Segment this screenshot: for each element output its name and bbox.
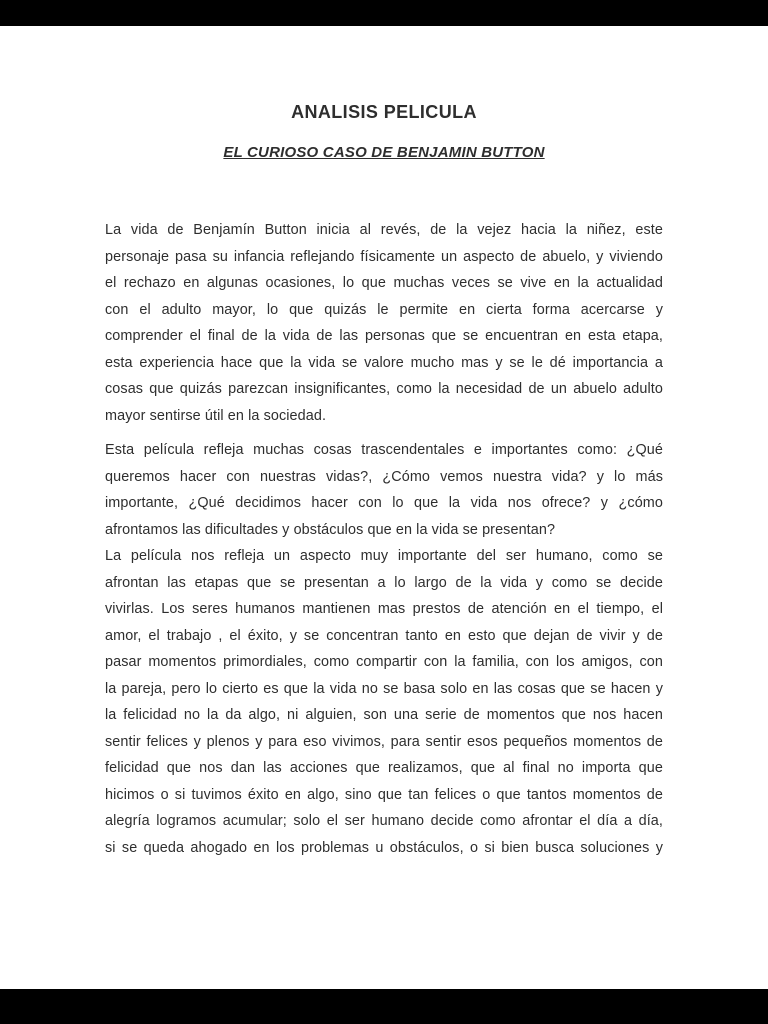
document-page (0, 26, 768, 989)
text-line: con el adulto mayor, lo que quizás le permite en cierta forma acercarse y (105, 301, 663, 318)
text-line: mayor sentirse útil en la sociedad. (105, 407, 327, 424)
paragraph-1 (105, 217, 663, 429)
document-subtitle: EL CURIOSO CASO DE BENJAMIN BUTTON (223, 144, 545, 161)
text-line: vivirlas. Los seres humanos mantienen mas prestos de atención en el tiempo, el (105, 601, 663, 617)
paragraph-3 (105, 543, 663, 861)
viewer-bottom-bar (0, 989, 768, 1024)
text-line: alegría logramos acumular; solo el ser humano decide como afrontar el día a día, (105, 813, 663, 829)
text-line: afrontamos las dificultades y obstáculos que en la vida se presentan? (105, 521, 556, 538)
text-line: personaje pasa su infancia reflejando físicamente un aspecto de abuelo, y viviendo (105, 248, 663, 265)
text-line: la felicidad no la da algo, ni alguien, son una serie de momentos que nos hacen (105, 707, 663, 723)
text-line: felicidad que nos dan las acciones que realizamos, que al final no importa que (105, 760, 663, 776)
text-line: afrontan las etapas que se presentan a lo largo de la vida y como se decide (105, 574, 663, 591)
text-line: La vida de Benjamín Button inicia al revés, de la vejez hacia la niñez, este (105, 222, 663, 238)
text-line: cosas que quizás parezcan insignificantes, como la necesidad de un abuelo adulto (105, 381, 663, 397)
text-line: el rechazo en algunas ocasiones, lo que muchas veces se vive en la actualidad (105, 275, 663, 291)
text-line: comprender el final de la vida de las personas que se encuentran en esta etapa, (105, 328, 663, 344)
text-line: amor, el trabajo , el éxito, y se concentran tanto en esto que dejan de vivir y de (105, 627, 663, 644)
viewer-top-bar (0, 0, 768, 26)
text-line: sentir felices y plenos y para eso vivimos, para sentir esos pequeños momentos de (105, 733, 663, 750)
text-line: pasar momentos primordiales, como compartir con la familia, con los amigos, con (105, 654, 663, 670)
text-line: esta experiencia hace que la vida se valore mucho mas y se le dé importancia a (105, 354, 663, 371)
paragraph-2 (105, 437, 663, 543)
text-line: hicimos o si tuvimos éxito en algo, sino que tan felices o que tantos momentos de (105, 786, 663, 803)
text-line: si se queda ahogado en los problemas u obstáculos, o si bien busca soluciones y (105, 839, 663, 856)
text-line: Esta película refleja muchas cosas trascendentales e importantes como: ¿Qué (105, 442, 663, 458)
document-title: ANALISIS PELICULA (291, 102, 477, 122)
text-line: queremos hacer con nuestras vidas?, ¿Cómo vemos nuestra vida? y lo más (105, 468, 663, 485)
text-line: La película nos refleja un aspecto muy importante del ser humano, como se (105, 548, 663, 564)
text-line: importante, ¿Qué decidimos hacer con lo que la vida nos ofrece? y ¿cómo (105, 495, 663, 511)
document-body (105, 217, 663, 861)
text-line: la pareja, pero lo cierto es que la vida no se basa solo en las cosas que se hacen y (105, 680, 663, 697)
